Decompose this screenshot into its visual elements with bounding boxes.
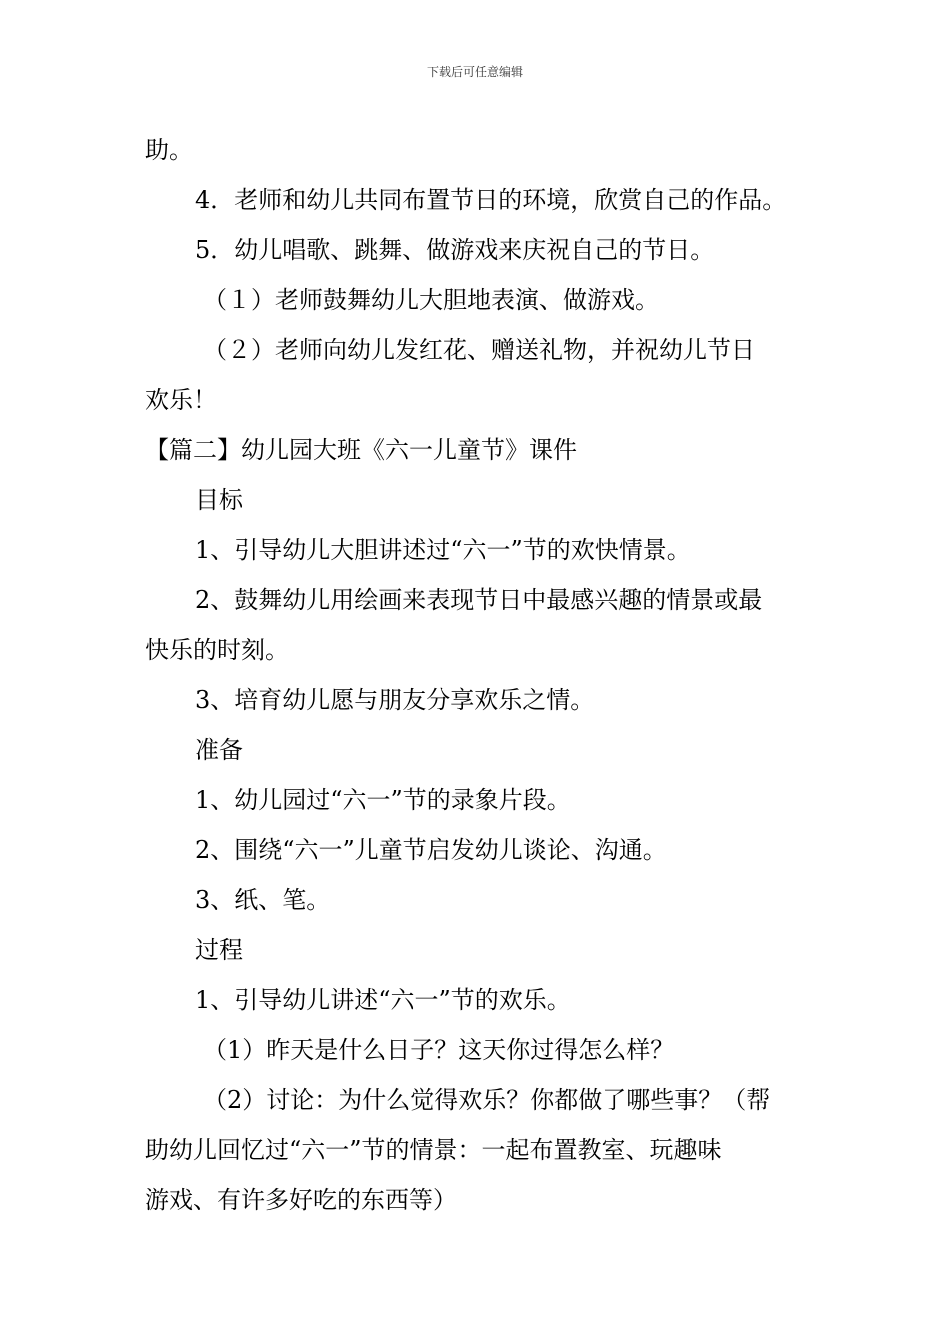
text-line: 游戏、有许多好吃的东西等） — [145, 1186, 457, 1214]
text-line: 快乐的时刻。 — [145, 636, 289, 664]
text-line: （1）昨天是什么日子？这天你过得怎么样？ — [203, 1036, 675, 1064]
text-line: 3、培育幼儿愿与朋友分享欢乐之情。 — [195, 686, 595, 714]
text-line: 1、引导幼儿讲述“六一”节的欢乐。 — [195, 986, 571, 1014]
text-line: 2、鼓舞幼儿用绘画来表现节日中最感兴趣的情景或最 — [195, 586, 763, 614]
text-line: 3、纸、笔。 — [195, 886, 331, 914]
text-line: （１）老师鼓舞幼儿大胆地表演、做游戏。 — [203, 286, 659, 314]
text-line: 助幼儿回忆过“六一”节的情景：一起布置教室、玩趣味 — [145, 1136, 722, 1164]
text-line: 1、引导幼儿大胆讲述过“六一”节的欢快情景。 — [195, 536, 691, 564]
text-line: 1、幼儿园过“六一”节的录象片段。 — [195, 786, 571, 814]
text-line: （２）老师向幼儿发红花、赠送礼物，并祝幼儿节日 — [203, 336, 755, 364]
text-line: 助。 — [145, 136, 193, 164]
text-line: 欢乐！ — [145, 386, 217, 414]
subheading-goals: 目标 — [195, 486, 243, 514]
text-line: （2）讨论：为什么觉得欢乐？你都做了哪些事？（帮 — [203, 1086, 771, 1114]
page-header-note: 下载后可任意编辑 — [426, 65, 523, 79]
document-body — [145, 125, 815, 1225]
section-heading: 【篇二】幼儿园大班《六一儿童节》课件 — [145, 436, 577, 464]
subheading-preparation: 准备 — [195, 736, 243, 764]
text-line: 5．幼儿唱歌、跳舞、做游戏来庆祝自己的节日。 — [195, 236, 715, 264]
text-line: 4．老师和幼儿共同布置节日的环境，欣赏自己的作品。 — [195, 186, 787, 214]
subheading-process: 过程 — [195, 936, 243, 964]
text-line: 2、围绕“六一”儿童节启发幼儿谈论、沟通。 — [195, 836, 667, 864]
